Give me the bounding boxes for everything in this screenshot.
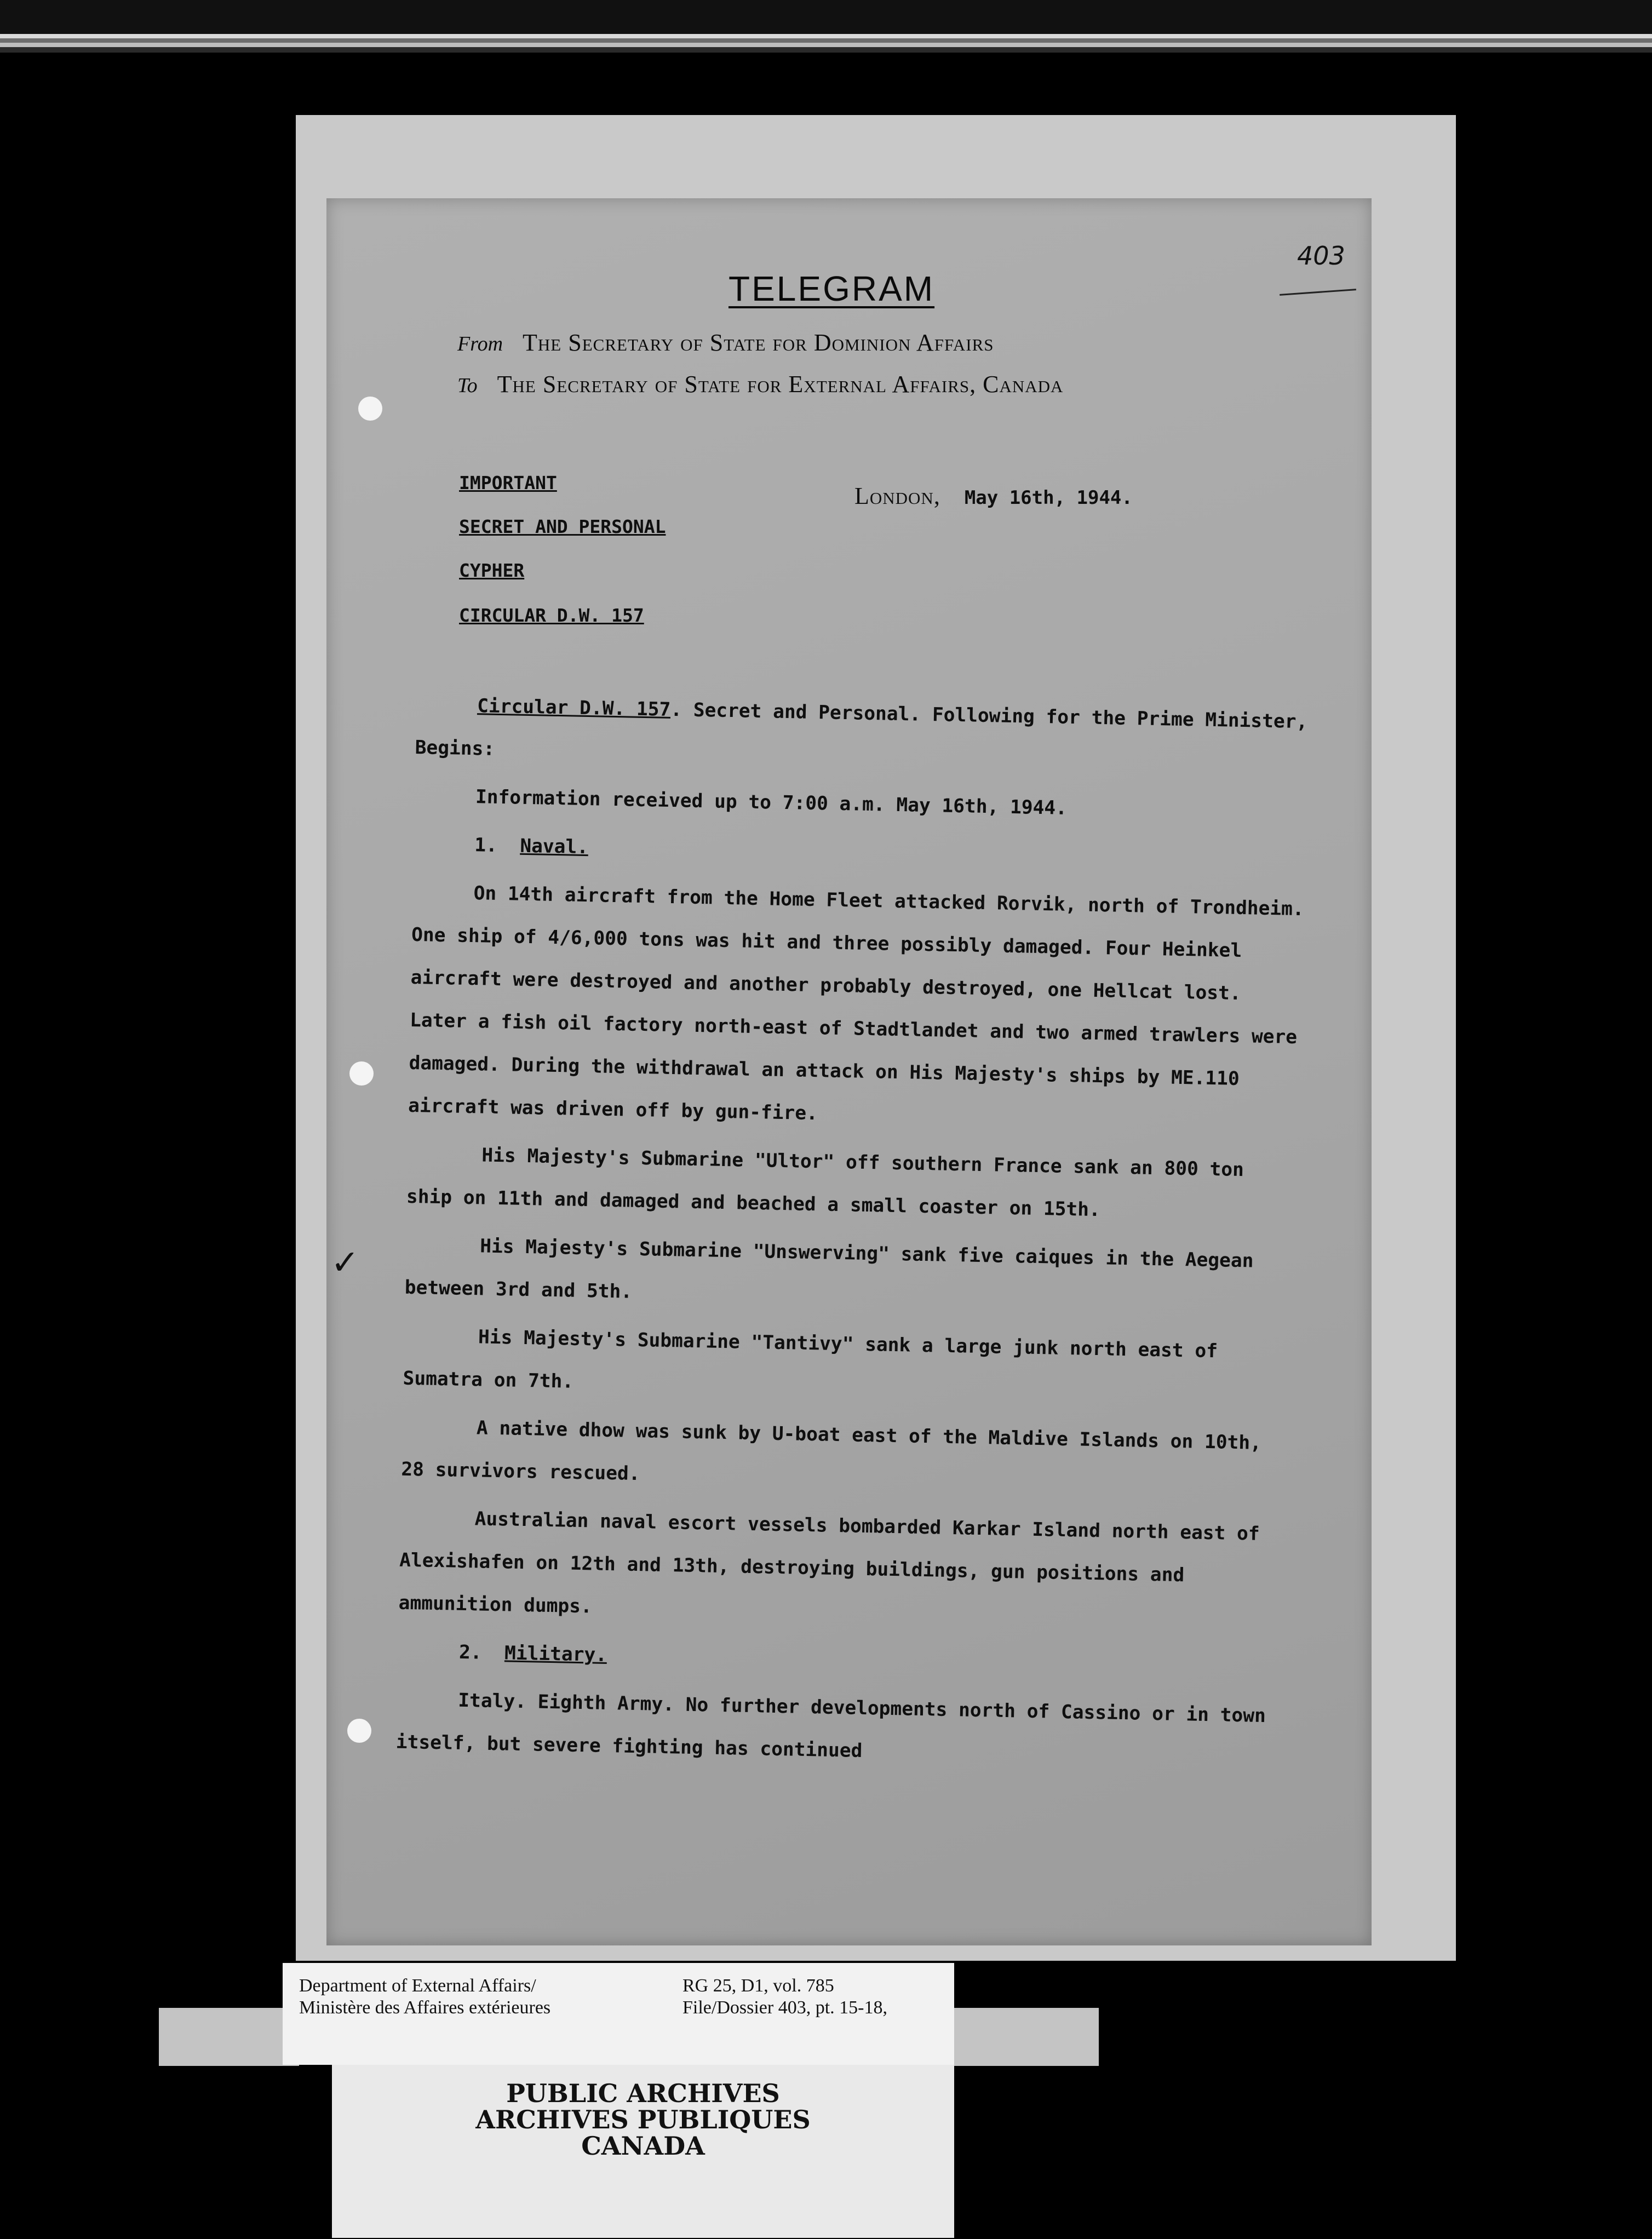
from-label: From <box>457 332 503 355</box>
intro-paragraph <box>415 684 1309 786</box>
naval-paragraph: Australian naval escort vessels bombarded Karkar Island north east of Alexishafen on 12th and 13th, destroying buildings, gun positions and ammunition dumps. <box>398 1508 1260 1618</box>
department-block <box>299 1975 550 2019</box>
intro-reference: Circular D.W. 157 <box>477 695 671 721</box>
naval-paragraph: A native dhow was sunk by U-boat east of the Maldive Islands on 10th, 28 survivors rescued. <box>401 1417 1262 1485</box>
dateline-date: May 16th, 1944. <box>964 487 1133 509</box>
archive-stamp-text <box>332 2080 954 2159</box>
to-text: The Secretary of State for External Affairs, Canada <box>497 371 1064 398</box>
stamp-line: PUBLIC ARCHIVES <box>506 2079 780 2108</box>
header-secret: SECRET AND PERSONAL <box>459 516 666 537</box>
telegram-body <box>395 684 1309 1786</box>
margin-check-mark: ✓ <box>331 1242 359 1282</box>
file-number: File/Dossier 403, pt. 15-18, <box>682 1997 887 2018</box>
naval-paragraph: His Majesty's Submarine "Tantivy" sank a large junk north east of Sumatra on 7th. <box>403 1326 1218 1393</box>
naval-paragraph: His Majesty's Submarine "Unswerving" sank five caiques in the Aegean between 3rd and 5th. <box>404 1235 1254 1303</box>
stamp-line: CANADA <box>581 2131 705 2161</box>
section-title: Military. <box>504 1642 607 1667</box>
reference-block <box>682 1975 887 2019</box>
label-tab-right <box>951 2008 1099 2066</box>
punch-hole <box>358 397 382 421</box>
dateline <box>854 482 1133 510</box>
from-line <box>457 329 994 357</box>
header-important: IMPORTANT <box>459 472 557 493</box>
punch-hole <box>349 1061 374 1086</box>
page-number: 403 <box>1297 241 1345 271</box>
film-edge <box>0 0 1652 60</box>
intro-text: . Secret and Personal. Following for the Prime Minister, Begins: <box>415 698 1308 760</box>
section-number: 2. <box>458 1641 482 1664</box>
military-paragraph: Italy. Eighth Army. No further developments north of Cassino or in town itself, but severe fighting has continued <box>395 1689 1266 1762</box>
section-title: Naval. <box>520 835 589 859</box>
reference-number: RG 25, D1, vol. 785 <box>682 1976 834 1996</box>
label-tab-left <box>159 2008 299 2066</box>
punch-hole <box>347 1719 371 1743</box>
department-fr: Ministère des Affaires extérieures <box>299 1997 551 2018</box>
to-line <box>457 370 1063 398</box>
telegram-title: TELEGRAM <box>729 269 935 308</box>
archive-reference-label <box>283 1963 954 2065</box>
header-circular: CIRCULAR D.W. 157 <box>459 605 644 626</box>
header-cypher: CYPHER <box>459 560 525 581</box>
to-label: To <box>457 374 478 397</box>
department-en: Department of External Affairs/ <box>299 1976 536 1996</box>
info-line: Information received up to 7:00 a.m. May 16th, 1944. <box>475 786 1068 819</box>
from-text: The Secretary of State for Dominion Affairs <box>523 329 994 356</box>
archive-stamp <box>332 2065 954 2238</box>
naval-paragraph: His Majesty's Submarine "Ultor" off southern France sank an 800 ton ship on 11th and damaged and beached a small coaster on 15th. <box>406 1144 1244 1221</box>
naval-paragraph: On 14th aircraft from the Home Fleet attacked Rorvik, north of Trondheim. One ship of 4/6,000 tons was hit and three possibly damaged. Four Heinkel aircraft were destroyed and another probably destroyed, one Hellcat lost. Later a fish oil factory north-east of Stadtlandet and two armed trawlers were damaged. During the withdrawal an attack on His Majesty's ships by ME.110 aircraft was driven off by gun-fire. <box>408 882 1305 1125</box>
dateline-place: London, <box>854 483 940 509</box>
section-number: 1. <box>474 834 498 857</box>
stamp-line: ARCHIVES PUBLIQUES <box>475 2105 811 2134</box>
